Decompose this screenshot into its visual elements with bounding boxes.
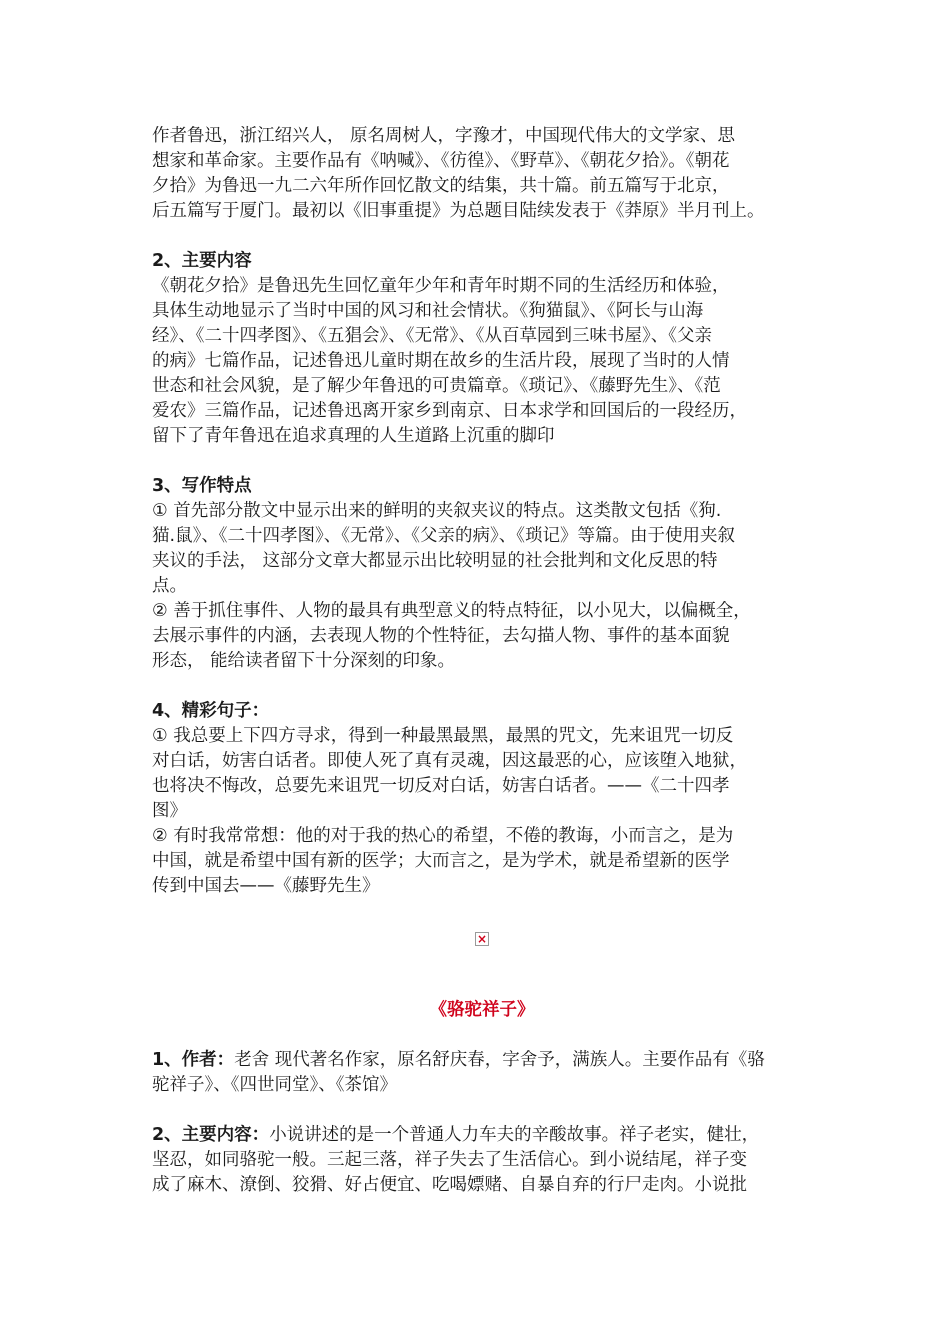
- text-line: 作者鲁迅，浙江绍兴人， 原名周树人，字豫才，中国现代伟大的文学家、思: [152, 126, 736, 146]
- text-line: 驼祥子》、《四世同堂》、《茶馆》: [152, 1075, 397, 1095]
- broken-image-icon: ×: [476, 932, 488, 946]
- section-main-content: [152, 249, 812, 449]
- text-line: 图》: [152, 801, 187, 821]
- section-writing-features: [152, 474, 812, 674]
- text-line: [152, 1048, 812, 1073]
- content-text: 小说讲述的是一个普通人力车夫的辛酸故事。祥子老实，健壮，: [269, 1125, 760, 1145]
- section-heading: 3、写作特点: [152, 476, 252, 496]
- text-line: 传到中国去——《藤野先生》: [152, 876, 380, 896]
- section-book2-author: [152, 1048, 812, 1098]
- text-line: [152, 1123, 812, 1148]
- text-line: 点。: [152, 576, 187, 596]
- text-line: 具体生动地显示了当时中国的风习和社会情状。《狗猫鼠》、《阿长与山海: [152, 301, 704, 321]
- text-line: 《朝花夕拾》是鲁迅先生回忆童年少年和青年时期不同的生活经历和体验，: [152, 276, 730, 296]
- text-line: 成了麻木、潦倒、狡猾、好占便宜、吃喝嫖赌、自暴自弃的行尸走肉。小说批: [152, 1175, 747, 1195]
- text-line: 世态和社会风貌，是了解少年鲁迅的可贵篇章。《琐记》、《藤野先生》、《范: [152, 376, 721, 396]
- text-line: 想家和革命家。主要作品有《呐喊》、《彷徨》、《野草》、《朝花夕拾》。《朝花: [152, 151, 730, 171]
- text-line: 对白话，妨害白话者。即使人死了真有灵魂，因这最恶的心，应该堕入地狱，: [152, 751, 747, 771]
- text-line: 也将决不悔改，总要先来诅咒一切反对白话，妨害白话者。——《二十四孝: [152, 776, 730, 796]
- author-label: 1、作者：: [152, 1050, 235, 1070]
- text-line: 后五篇写于厦门。最初以《旧事重提》为总题目陆续发表于《莽原》半月刊上。: [152, 201, 765, 221]
- text-line: ② 有时我常常想：他的对于我的热心的希望，不倦的教诲，小而言之，是为: [152, 826, 734, 846]
- section-heading: 2、主要内容: [152, 251, 252, 271]
- text-line: 经》、《二十四孝图》、《五猖会》、《无常》、《从百草园到三味书屋》、《父亲: [152, 326, 712, 346]
- text-line: ② 善于抓住事件、人物的最具有典型意义的特点特征，以小见大，以偏概全，: [152, 601, 751, 621]
- text-line: 去展示事件的内涵，去表现人物的个性特征，去勾描人物、事件的基本面貌: [152, 626, 730, 646]
- text-line: 猫.鼠》、《二十四孝图》、《无常》、《父亲的病》、《琐记》等篇。由于使用夹叙: [152, 526, 736, 546]
- text-line: 夹议的手法， 这部分文章大都显示出比较明显的社会批判和文化反思的特: [152, 551, 718, 571]
- text-line: 留下了青年鲁迅在追求真理的人生道路上沉重的脚印: [152, 426, 555, 446]
- book-title: 《骆驼祥子》: [429, 1000, 535, 1020]
- section-heading: 4、精彩句子：: [152, 701, 270, 721]
- text-line: 夕拾》为鲁迅一九二六年所作回忆散文的结集，共十篇。前五篇写于北京，: [152, 176, 730, 196]
- text-line: 坚忍，如同骆驼一般。三起三落，祥子失去了生活信心。到小说结尾，祥子变: [152, 1150, 747, 1170]
- author-text: 老舍 现代著名作家，原名舒庆春，字舍予，满族人。主要作品有《骆: [234, 1050, 765, 1070]
- section-quotes: [152, 699, 812, 899]
- text-line: 中国，就是希望中国有新的医学；大而言之，是为学术，就是希望新的医学: [152, 851, 730, 871]
- text-line: 的病》七篇作品，记述鲁迅儿童时期在故乡的生活片段，展现了当时的人情: [152, 351, 730, 371]
- section-book2-content: [152, 1123, 812, 1198]
- text-line: ① 首先部分散文中显示出来的鲜明的夹叙夹议的特点。这类散文包括《狗.: [152, 501, 722, 521]
- text-line: 形态， 能给读者留下十分深刻的印象。: [152, 651, 456, 671]
- text-line: ① 我总要上下四方寻求，得到一种最黑最黑，最黑的咒文，先来诅咒一切反: [152, 726, 734, 746]
- text-line: 爱农》三篇作品，记述鲁迅离开家乡到南京、日本求学和回国后的一段经历，: [152, 401, 747, 421]
- section-author-intro: [152, 124, 812, 224]
- content-label: 2、主要内容：: [152, 1125, 270, 1145]
- document-page: [152, 124, 812, 1198]
